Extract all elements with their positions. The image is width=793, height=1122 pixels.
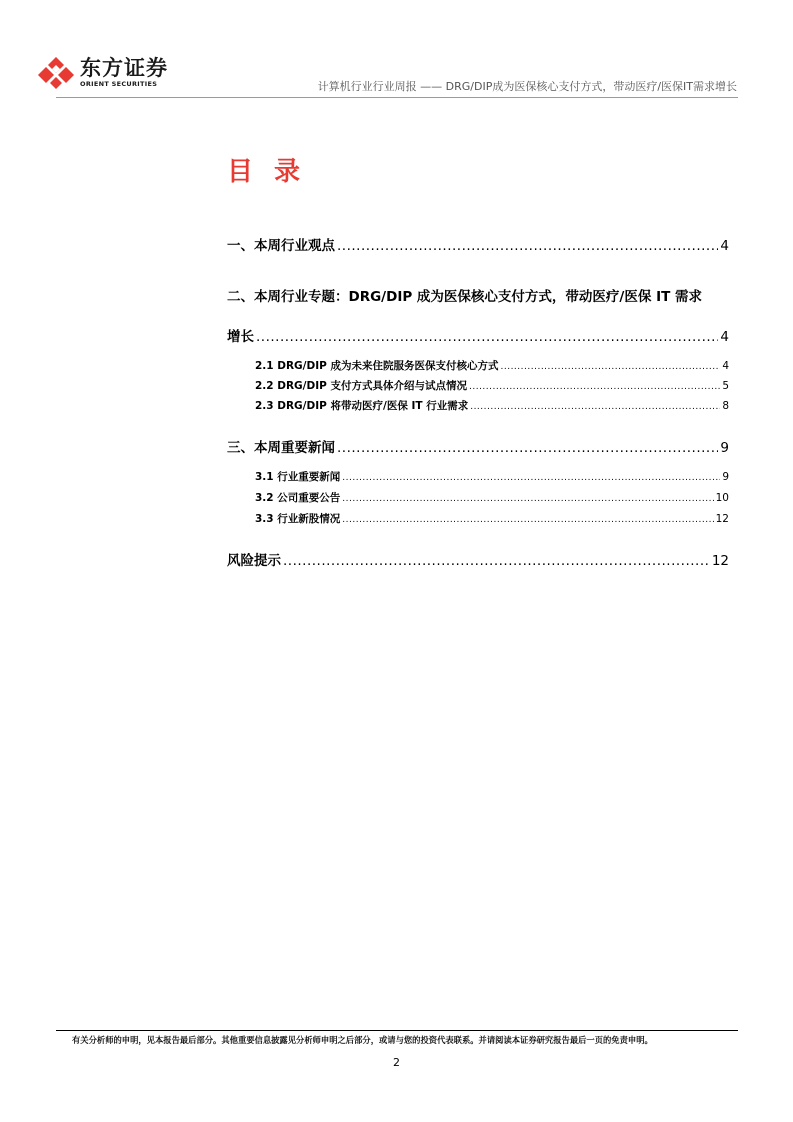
toc-entry-3-1[interactable] — [255, 469, 729, 484]
toc-entry-page: 9 — [722, 471, 729, 483]
toc-leader-dots — [470, 402, 720, 412]
toc-leader-dots — [342, 494, 713, 504]
toc-entry-page: 4 — [720, 329, 729, 345]
toc-entry-label: 2.2 DRG/DIP 支付方式具体介绍与试点情况 — [255, 380, 467, 392]
toc-entry-3-3[interactable] — [255, 511, 729, 526]
toc-leader-dots — [342, 473, 720, 483]
toc-entry-2-3[interactable] — [255, 398, 729, 413]
toc-leader-dots — [500, 362, 720, 372]
toc-entry-label: 一、本周行业观点 — [227, 238, 335, 254]
toc-entry-page: 4 — [720, 238, 729, 254]
footer-disclaimer: 有关分析师的申明，见本报告最后部分。其他重要信息披露见分析师申明之后部分，或请与您的投资代表联系。并请阅读本证券研究报告最后一页的免责申明。 — [72, 1035, 653, 1045]
toc-entry-label: 增长 — [227, 329, 254, 345]
brand-name-chinese: 东方证券 — [80, 56, 168, 80]
toc-entry-label: 3.2 公司重要公告 — [255, 492, 341, 504]
page-number: 2 — [393, 1056, 400, 1069]
toc-entry-label: 3.3 行业新股情况 — [255, 513, 341, 525]
toc-entry-page: 12 — [711, 553, 729, 569]
toc-entry-label: 3.1 行业重要新闻 — [255, 471, 341, 483]
toc-heading: 目 录 — [227, 157, 307, 187]
toc-entry-2-2[interactable] — [255, 378, 729, 393]
toc-entry-3-2[interactable] — [255, 490, 729, 505]
toc-entry-label: 风险提示 — [227, 553, 281, 569]
toc-leader-dots — [256, 329, 718, 345]
brand-name-english: ORIENT SECURITIES — [80, 80, 158, 88]
toc-entry-page: 10 — [715, 492, 729, 504]
toc-entry-label: 三、本周重要新闻 — [227, 440, 335, 456]
toc-entry-section-2[interactable] — [227, 325, 729, 345]
toc-entry-2-1[interactable] — [255, 358, 729, 373]
toc-entry-section-1[interactable] — [227, 234, 729, 254]
toc-entry-page: 12 — [715, 513, 729, 525]
toc-leader-dots — [283, 553, 710, 569]
toc-entry-risk[interactable] — [227, 549, 729, 569]
toc-entry-label: 2.3 DRG/DIP 将带动医疗/医保 IT 行业需求 — [255, 400, 469, 412]
toc-entry-section-2-line1[interactable]: 二、本周行业专题：DRG/DIP 成为医保核心支付方式，带动医疗/医保 IT 需求 — [227, 289, 702, 305]
footer-divider — [56, 1030, 738, 1031]
toc-entry-page: 9 — [720, 440, 729, 456]
toc-leader-dots — [469, 382, 720, 392]
toc-leader-dots — [342, 515, 713, 525]
orient-securities-logo-icon — [36, 55, 76, 89]
toc-entry-page: 8 — [722, 400, 729, 412]
toc-entry-section-3[interactable] — [227, 436, 729, 456]
toc-entry-label: 2.1 DRG/DIP 成为未来住院服务医保支付核心方式 — [255, 360, 499, 372]
toc-leader-dots — [337, 238, 718, 254]
report-title: 计算机行业行业周报 —— DRG/DIP成为医保核心支付方式，带动医疗/医保IT需求增长 — [317, 80, 737, 93]
toc-entry-page: 5 — [722, 380, 729, 392]
toc-entry-page: 4 — [722, 360, 729, 372]
toc-leader-dots — [337, 440, 718, 456]
header-divider — [56, 97, 738, 98]
